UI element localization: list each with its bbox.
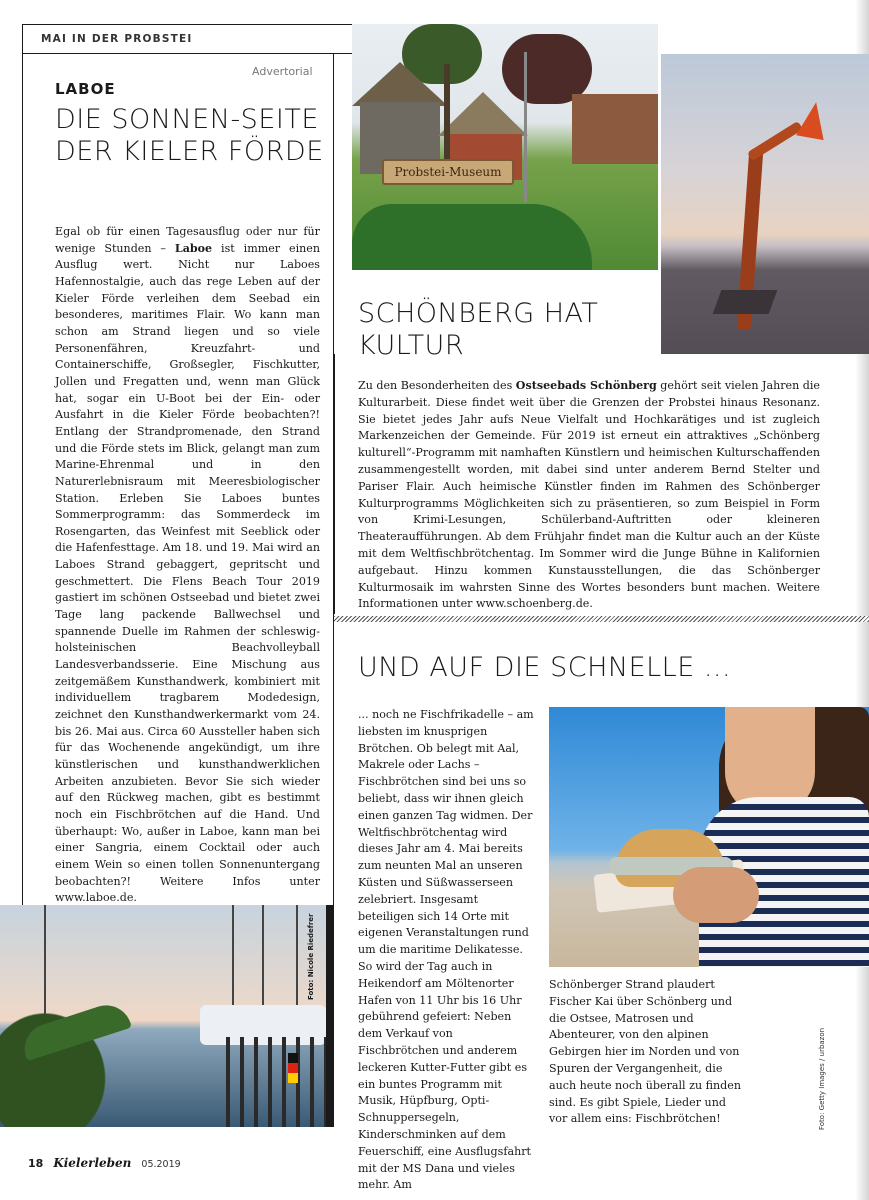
laboe-kicker: LABOE: [55, 80, 116, 98]
pier-posts: [226, 1037, 326, 1127]
mast: [262, 905, 264, 1015]
probstei-museum-photo: [352, 24, 658, 270]
street-lamp: [524, 52, 527, 202]
photo-divider-bar: [326, 905, 334, 1127]
laboe-headline: DIE SONNEN-SEITE DER KIELER FÖRDE: [55, 104, 324, 167]
section-label: MAI IN DER PROBSTEI: [41, 33, 193, 45]
hand: [673, 867, 759, 923]
hatched-divider: [334, 616, 869, 622]
woman-photo-credit: Foto: Getty Images / urbazon: [818, 1027, 826, 1130]
page-footer: [28, 1156, 181, 1170]
sculpture-arm: [747, 121, 803, 161]
schoenberg-headline: SCHÖNBERG HAT KULTUR: [358, 298, 599, 361]
fischbroetchen-article-col-b: Schönberger Strand plaudert Fischer Kai über Schönberg und die Ostsee, Matrosen und Abenteurer, von den alpinen Gebirgen hier im Norden und von Spuren der Vergangenheit, die auch heute noch überall zu finden sind. Es gibt Spiele, Lieder und vor allem eins: Fischbrötchen!: [549, 978, 741, 1126]
german-flag: [288, 1053, 298, 1083]
magazine-logo: Kielerleben: [53, 1156, 132, 1170]
harbor-photo-credit: Foto: Nicole Riedefrer: [307, 913, 315, 1000]
schnelle-headline: UND AUF DIE SCHNELLE ...: [358, 652, 732, 683]
laboe-harbor-photo: [0, 905, 326, 1127]
advertorial-label: Advertorial: [252, 65, 313, 78]
hedge: [352, 204, 592, 270]
thatched-roof: [352, 62, 448, 106]
column-divider: [334, 354, 335, 614]
schoenberg-article-body: Zu den Besonderheiten des Ostseebads Schönberg gehört seit vielen Jahren die Kulturarbeit. Diese findet weit über die Grenzen der Probstei hinaus Resonanz. Sie bietet jedes Jahr aufs Neue Vielfalt und Hochkarätiges und ist zugleich Markenzeichen der Gemeinde. Für 2019 ist erneut ein attraktives „Schönberg kulturell“-Programm mit namhaften Künstlern und heimischen Kulturschaffenden zusammengestellt worden, mit dabei sind unter anderem Bernd Stelter und Pariser Flair. Auch heimische Künstler finden im Rahmen des Schönberger Kulturprogramms Möglichkeiten sich zu präsentieren, so zum Beispiel in Form von Krimi-Lesungen, Schülerband-Auftritten oder kleineren Theateraufführungen. Ab dem Frühjahr findet man die Kultur auch an der Küste mit dem Weltfischbrötchentag. Im Sommer wird die Junge Bühne in Kalifornien aufgebaut. Hinzu kommen Kunstausstellungen, die das Schönberger Kulturmosaik im wahrsten Sinne des Wortes besonders bunt machen. Weitere Informationen unter www.schoenberg.de.: [358, 379, 820, 611]
laboe-article-body: Egal ob für einen Tagesausflug oder nur für wenige Stunden – Laboe ist immer einen Ausflug wert. Nicht nur Laboes Hafennostalgie, auch das rege Leben auf der Kieler Förde verleihen dem Seebad ein besonderes, maritimes Flair. Wo kann man schon am Strand liegen und so viele Personenfähren, Kreuzfahrt- und Containerschiffe, Großsegler, Fischkutter, Jollen und Fregatten und, wenn man Glück hat, sogar ein U-Boot bei der Ein- oder Ausfahrt in die Kieler Förde beobachten?! Entlang der Strandpromenade, den Strand und die Förde stets im Blick, gelangt man zum Marine-Ehrenmal und in den Naturerlebnisraum mit Meeresbiologischer Station. Erleben Sie Laboes buntes Sommerprogramm: das Sommerdeck im Rosengarten, das Weinfest mit Seeblick oder die Hafenfesttage. Am 18. und 19. Mai wird an Laboes Strand gebaggert, gepritscht und geschmettert. Die Flens Beach Tour 2019 gastiert im schönen Ostseebad und bietet zwei Tage lang packende Ballwechsel und spannende Duelle im Rahmen der schleswig-holsteinischen Beachvolleyball Landesverbandsserie. Eine Mischung aus zeitgemäßem Kunsthandwerk, kombiniert mit individuellem tragbarem Modedesign, zeichnet den Kunsthandwerkermarkt vom 24. bis 26. Mai aus. Circa 60 Aussteller haben sich für das Wochenende angekündigt, um ihre künstlerischen und kunsthandwerklichen Arbeiten anzubieten. Bevor Sie sich wieder auf den Rückweg machen, gibt es bestimmt noch ein Fischbrötchen auf die Hand. Und überhaupt: Wo, außer in Laboe, kann man bei einer Sangria, einem Cocktail oder auch einem Wein so einen tollen Sonnenuntergang beobachten?! Weitere Infos unter www.laboe.de.: [55, 225, 320, 905]
thatched-roof: [438, 92, 528, 136]
fischbroetchen-article-col-a: ... noch ne Fischfrikadelle – am liebsten im knusprigen Brötchen. Ob belegt mit Aal, Makrele oder Lachs – Fischbrötchen sind bei uns so beliebt, dass wir ihnen gleich einen ganzen Tag widmen. Der Weltfischbrötchentag wird dieses Jahr am 4. Mai bereits zum neunten Mal an unseren Küsten und Süßwasserseen zelebriert. Insgesamt beteiligen sich 14 Orte mit eigenen Veranstaltungen rund um die maritime Delikatesse. So wird der Tag auch in Heikendorf am Möltenorter Hafen von 11 Uhr bis 16 Uhr gebührend gefeiert: Neben dem Verkauf von Fischbrötchen und anderem leckeren Kutter-Futter gibt es ein buntes Programm mit Musik, Hüpfburg, Opti-Schnuppersegeln, Kinderschminken auf dem Feuerschiff, eine Ausflugsfahrt mit der MS Dana und vieles mehr. Am: [358, 708, 534, 1192]
sculpture-photo: [661, 54, 869, 354]
woman-fischbroetchen-photo: [549, 707, 869, 967]
museum-signboard: Probstei-Museum: [382, 159, 514, 185]
palm-tree: [0, 965, 150, 1127]
timber-house: [572, 94, 658, 164]
sculpture-base: [713, 290, 778, 314]
page-number: 18: [28, 1157, 44, 1170]
sculpture-flag: [796, 100, 830, 140]
section-header: [22, 24, 360, 54]
issue-date: 05.2019: [141, 1159, 181, 1170]
